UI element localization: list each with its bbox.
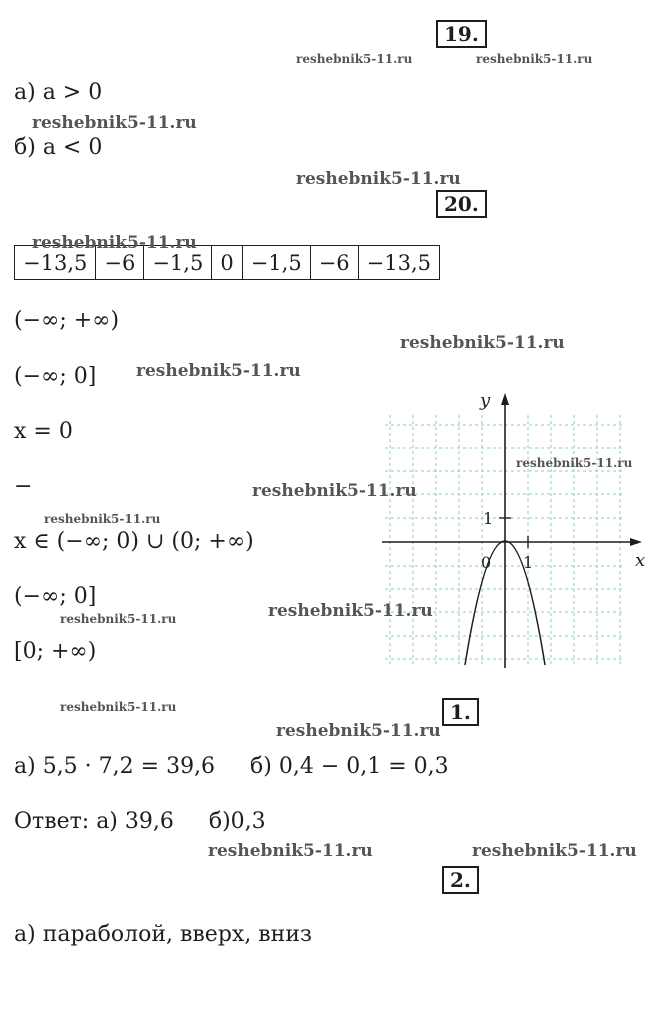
watermark: reshebnik5-11.ru (268, 601, 433, 621)
watermark: reshebnik5-11.ru (296, 169, 461, 189)
answer-line-negative: x ∈ (−∞; 0) ∪ (0; +∞) (14, 529, 254, 554)
watermark: reshebnik5-11.ru (44, 512, 161, 526)
answer-line-range: (−∞; 0] (14, 364, 97, 389)
watermark: reshebnik5-11.ru (476, 52, 593, 66)
watermark: reshebnik5-11.ru (60, 700, 177, 714)
table-cell: −1,5 (242, 246, 310, 280)
y-axis-label: y (480, 390, 491, 411)
watermark: reshebnik5-11.ru (32, 113, 197, 133)
answer-line-increasing: (−∞; 0] (14, 584, 97, 609)
problem-19-answer-b: б) a < 0 (14, 135, 103, 160)
watermark: reshebnik5-11.ru (516, 456, 633, 470)
watermark: reshebnik5-11.ru (276, 721, 441, 741)
problem-19-answer-a: а) a > 0 (14, 80, 103, 105)
problem-20-number: 20. (436, 190, 487, 218)
problem-1-number: 1. (442, 698, 479, 726)
y-axis-arrow (501, 393, 509, 405)
table-cell: −6 (96, 246, 144, 280)
problem-19-number: 19. (436, 20, 487, 48)
problem-1-computation: а) 5,5 · 7,2 = 39,6 б) 0,4 − 0,1 = 0,3 (14, 754, 449, 779)
parabola-graph (380, 390, 655, 670)
answer-line-zero: x = 0 (14, 419, 73, 444)
answer-line-decreasing: [0; +∞) (14, 639, 97, 664)
watermark: reshebnik5-11.ru (32, 233, 197, 253)
watermark: reshebnik5-11.ru (60, 612, 177, 626)
watermark: reshebnik5-11.ru (208, 841, 373, 861)
watermark: reshebnik5-11.ru (472, 841, 637, 861)
x-axis-label: x (635, 550, 646, 571)
table-cell: −1,5 (144, 246, 212, 280)
problem-1-answer: Ответ: а) 39,6 б)0,3 (14, 809, 266, 834)
problem-2-answer: а) параболой, вверх, вниз (14, 922, 313, 947)
x-tick-label: 1 (523, 553, 534, 572)
x-axis-arrow (630, 538, 642, 546)
watermark: reshebnik5-11.ru (136, 361, 301, 381)
table-cell: −13,5 (15, 246, 96, 280)
table-cell: 0 (212, 246, 242, 280)
answer-line-dash: − (14, 474, 33, 499)
watermark: reshebnik5-11.ru (400, 333, 565, 353)
problem-2-number: 2. (442, 866, 479, 894)
table-cell: −13,5 (358, 246, 439, 280)
watermark: reshebnik5-11.ru (252, 481, 417, 501)
watermark: reshebnik5-11.ru (296, 52, 413, 66)
origin-label: 0 (481, 553, 492, 572)
answer-line-domain: (−∞; +∞) (14, 308, 120, 333)
table-cell: −6 (310, 246, 358, 280)
y-tick-label: 1 (483, 509, 494, 528)
